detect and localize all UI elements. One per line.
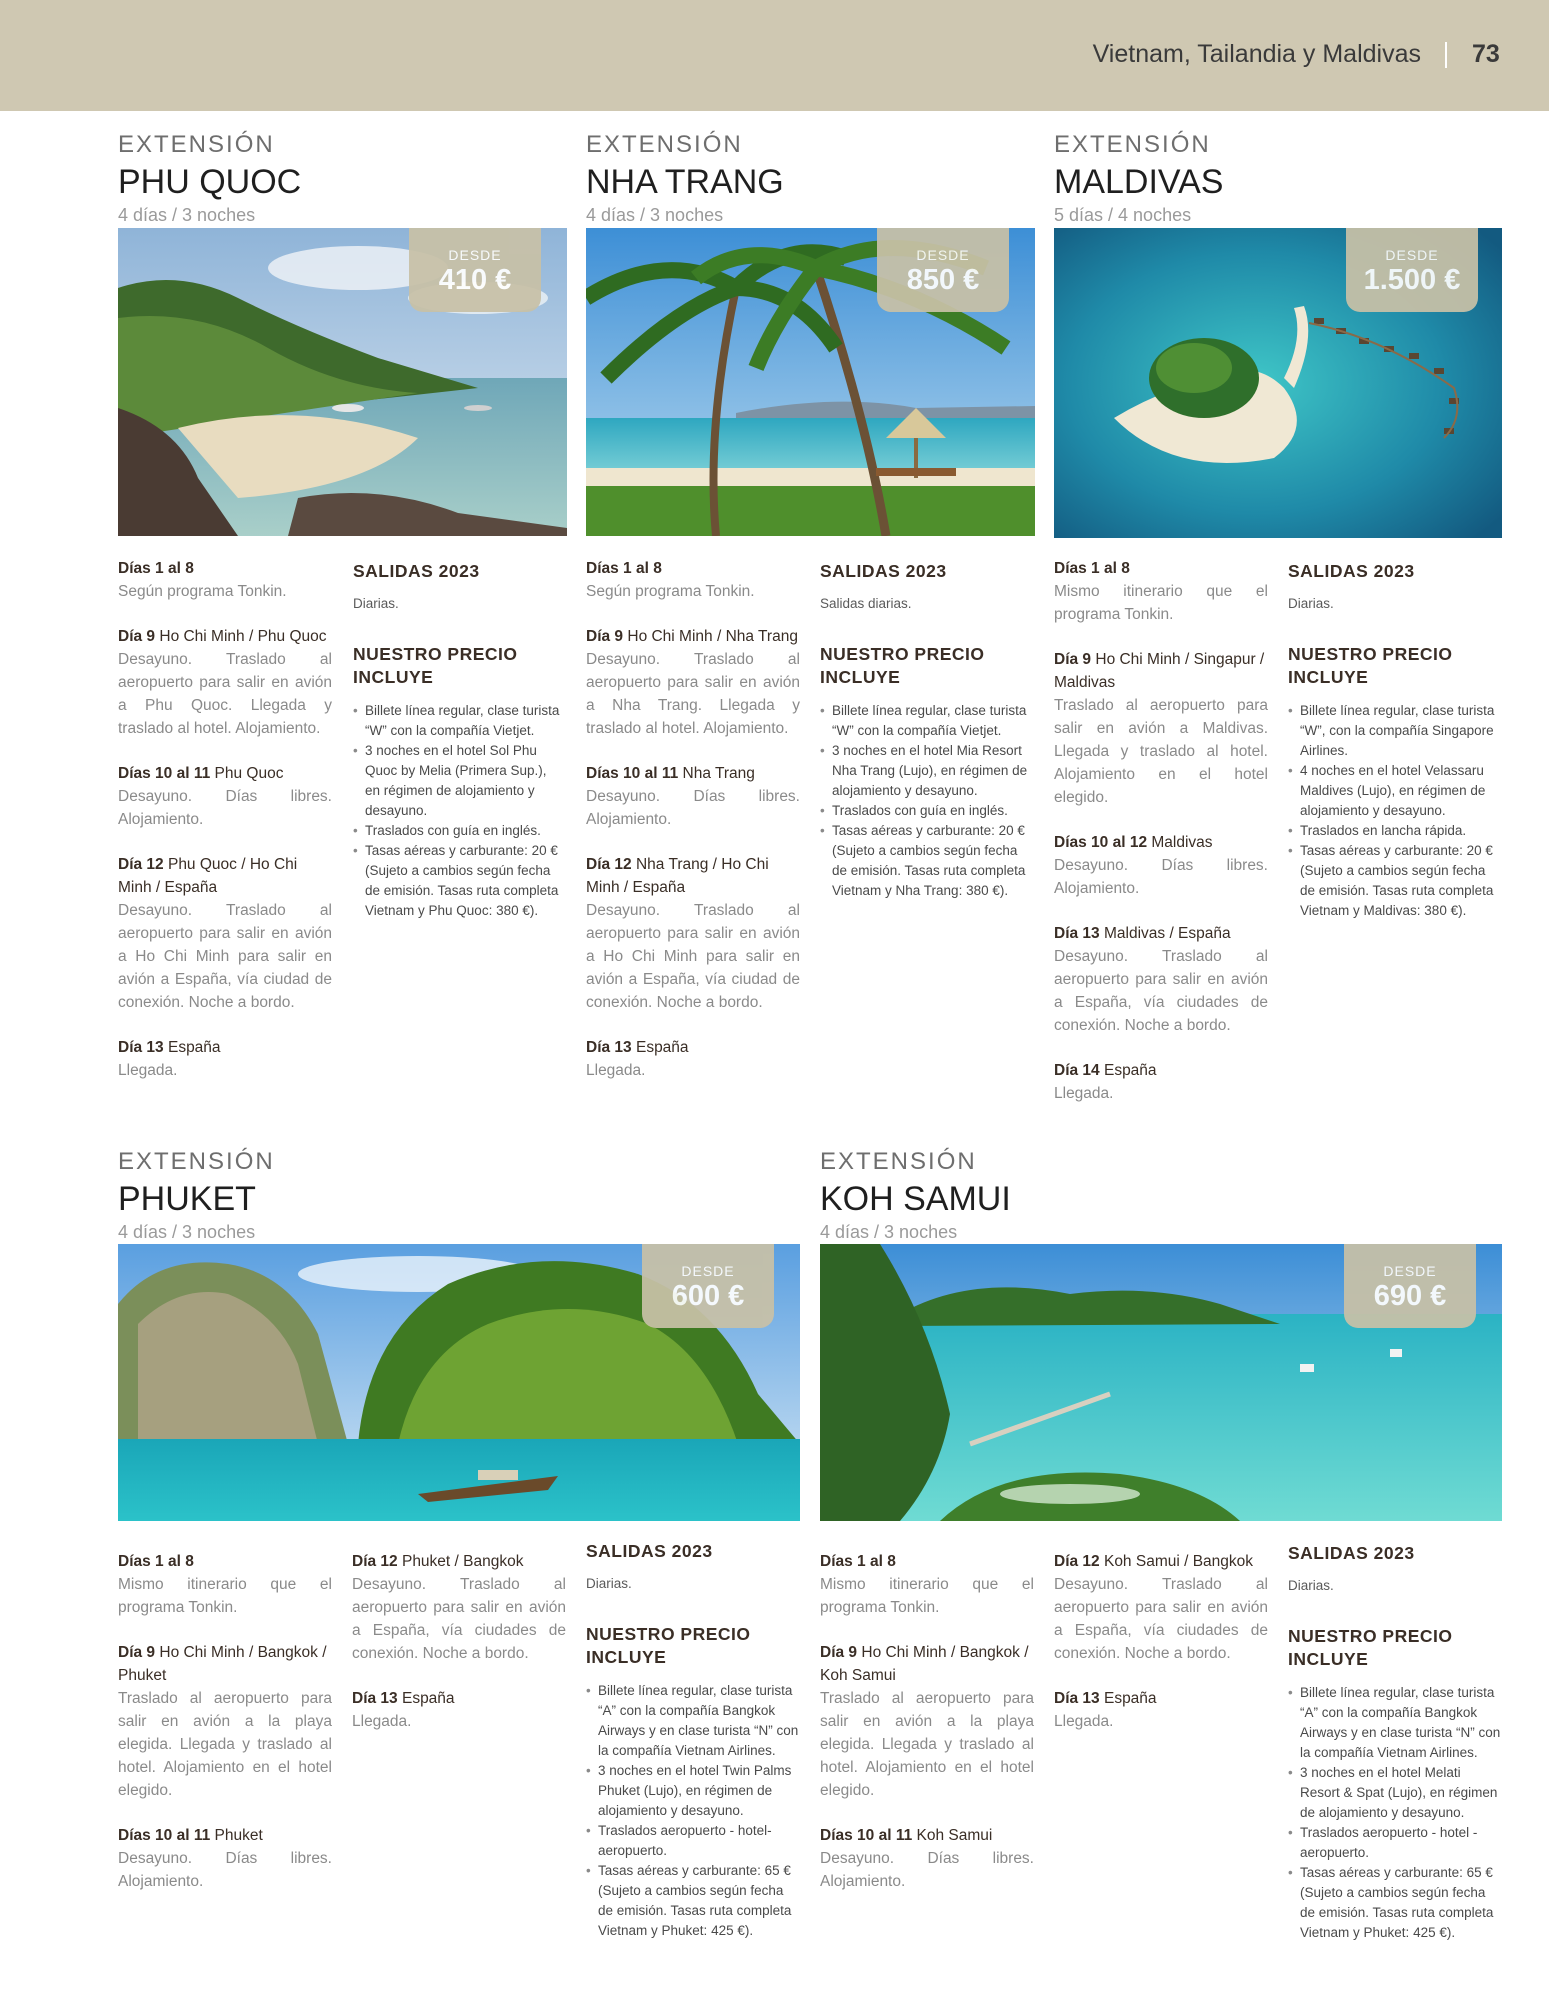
salidas-text: Diarias. [353, 596, 399, 611]
phuket-info [586, 1540, 800, 1941]
incluye-item: • Billete línea regular, clase turista “W” con la compañía Vietjet. [820, 701, 1032, 741]
incluye-item: • Tasas aéreas y carburante: 20 € (Sujeto a cambios según fecha de emisión. Tasas ruta completa Vietnam y Nha Trang: 380 €). [820, 821, 1032, 901]
price-amount: 410 € [438, 264, 512, 296]
day-heading [118, 557, 332, 580]
day-description: Desayuno. Traslado al aeropuerto para salir en avión a España, vía ciudades de conexión. Noche a bordo. [352, 1576, 566, 1662]
incluye-item: • 4 noches en el hotel Velassaru Maldives (Lujo), en régimen de alojamiento y desayuno. [1288, 761, 1502, 821]
day-heading [118, 1641, 332, 1687]
incluye-item: • 3 noches en el hotel Melati Resort & Spat (Lujo), en régimen de alojamiento y desayuno. [1288, 1763, 1502, 1823]
itinerary-day [118, 1824, 332, 1893]
incluye-item: • 3 noches en el hotel Mia Resort Nha Trang (Lujo), en régimen de alojamiento y desayuno. [820, 741, 1032, 801]
day-description: Desayuno. Días libres. Alojamiento. [1054, 857, 1268, 897]
day-heading [1054, 1550, 1268, 1573]
day-place: Koh Samui [912, 1827, 993, 1844]
day-place: España [631, 1039, 689, 1056]
kohsamui-itinerary-a [820, 1550, 1034, 1915]
incluye-list [1288, 1683, 1502, 1943]
page-number: 73 [1472, 40, 1500, 68]
price-desde-label: DESDE [681, 1263, 735, 1279]
day-description: Mismo itinerario que el programa Tonkin. [1054, 583, 1268, 623]
day-place: Koh Samui / Bangkok [1099, 1553, 1254, 1570]
day-description: Desayuno. Traslado al aeropuerto para salir en avión a Ho Chi Minh para salir en avión a España, vía ciudad de conexión. Noche a bordo. [118, 902, 332, 1011]
day-heading [586, 762, 800, 785]
day-heading [586, 1036, 800, 1059]
incluye-list [1288, 701, 1502, 921]
itinerary-day [820, 1641, 1034, 1802]
extension-title: NHA TRANG [586, 163, 784, 201]
day-number: Día 12 [1054, 1553, 1100, 1570]
extension-kicker: EXTENSIÓN [118, 131, 275, 158]
day-heading [586, 625, 800, 648]
itinerary-day [586, 557, 800, 603]
incluye-heading: NUESTRO PRECIO INCLUYE [1288, 644, 1453, 687]
day-heading [820, 1550, 1034, 1573]
price-desde-label: DESDE [448, 247, 502, 263]
day-number: Días 1 al 8 [118, 560, 194, 577]
day-heading [1054, 922, 1268, 945]
day-heading [586, 853, 800, 899]
section-title: Vietnam, Tailandia y Maldivas [1092, 40, 1421, 68]
incluye-item: • Tasas aéreas y carburante: 20 € (Sujeto a cambios según fecha de emisión. Tasas ruta completa Vietnam y Maldivas: 380 €). [1288, 841, 1502, 921]
incluye-item: • Tasas aéreas y carburante: 20 € (Sujeto a cambios según fecha de emisión. Tasas ruta completa Vietnam y Phu Quoc: 380 €). [353, 841, 563, 921]
price-desde-label: DESDE [1383, 1263, 1437, 1279]
page-header-bar [0, 0, 1549, 111]
incluye-heading: NUESTRO PRECIO INCLUYE [820, 644, 985, 687]
day-place: España [397, 1690, 455, 1707]
incluye-heading: NUESTRO PRECIO INCLUYE [1288, 1626, 1453, 1669]
itinerary-day [1054, 831, 1268, 900]
salidas-heading: SALIDAS 2023 [1288, 561, 1415, 581]
salidas-heading: SALIDAS 2023 [353, 561, 480, 581]
header-divider [1445, 42, 1447, 68]
day-place: Phu Quoc / Ho Chi Minh / España [118, 856, 298, 896]
day-number: Día 9 [586, 628, 624, 645]
incluye-item: • 3 noches en el hotel Sol Phu Quoc by Melia (Primera Sup.), en régimen de alojamiento y desayuno. [353, 741, 563, 821]
day-number: Día 13 [1054, 925, 1100, 942]
price-desde-label: DESDE [1385, 247, 1439, 263]
extension-kicker: EXTENSIÓN [586, 131, 743, 158]
itinerary-day [1054, 1550, 1268, 1665]
phuket-heading [118, 1147, 275, 1244]
itinerary-day [352, 1687, 566, 1733]
phuket-itinerary-a [118, 1550, 332, 1915]
day-description: Mismo itinerario que el programa Tonkin. [118, 1576, 332, 1616]
salidas-text: Diarias. [1288, 596, 1334, 611]
phuket-itinerary-b [352, 1550, 566, 1755]
day-number: Día 12 [118, 856, 164, 873]
maldivas-info [1288, 560, 1502, 921]
day-number: Días 10 al 11 [118, 1827, 211, 1844]
extension-duration: 4 días / 3 noches [118, 1222, 256, 1242]
day-heading [820, 1824, 1034, 1847]
itinerary-day [118, 1550, 332, 1619]
itinerary-day [118, 1641, 332, 1802]
kohsamui-itinerary-b [1054, 1550, 1268, 1755]
day-number: Día 12 [352, 1553, 398, 1570]
day-place: Maldivas [1147, 834, 1213, 851]
phuquoc-photo [118, 228, 567, 536]
incluye-item: • Billete línea regular, clase turista “W”, con la compañía Singapore Airlines. [1288, 701, 1502, 761]
price-badge [877, 228, 1009, 312]
day-heading [586, 557, 800, 580]
itinerary-day [820, 1824, 1034, 1893]
day-heading [1054, 557, 1268, 580]
extension-kicker: EXTENSIÓN [1054, 131, 1211, 158]
kohsamui-photo [820, 1244, 1502, 1521]
day-place: Maldivas / España [1099, 925, 1231, 942]
day-number: Día 13 [118, 1039, 164, 1056]
price-badge [409, 228, 541, 312]
day-heading [352, 1687, 566, 1710]
nhatrang-info [820, 560, 1032, 901]
day-description: Según programa Tonkin. [118, 583, 287, 600]
salidas-heading: SALIDAS 2023 [820, 561, 947, 581]
itinerary-day [1054, 648, 1268, 809]
incluye-item: • Billete línea regular, clase turista “A” con la compañía Bangkok Airways y en clase turista “N” con la compañía Vietnam Airlines. [1288, 1683, 1502, 1763]
day-description: Desayuno. Días libres. Alojamiento. [118, 1850, 332, 1890]
day-description: Desayuno. Traslado al aeropuerto para salir en avión a Ho Chi Minh para salir en avión a España, vía ciudad de conexión. Noche a bordo. [586, 902, 800, 1011]
price-amount: 600 € [671, 1280, 745, 1312]
itinerary-day [1054, 557, 1268, 626]
day-heading [118, 1550, 332, 1573]
day-place: Nha Trang / Ho Chi Minh / España [586, 856, 769, 896]
salidas-text: Diarias. [1288, 1578, 1334, 1593]
incluye-heading: NUESTRO PRECIO INCLUYE [353, 644, 518, 687]
day-number: Día 13 [1054, 1690, 1100, 1707]
day-place: Phuket / Bangkok [397, 1553, 524, 1570]
incluye-item: • Billete línea regular, clase turista “A” con la compañía Bangkok Airways y en clase turista “N” con la compañía Vietnam Airlines. [586, 1681, 800, 1761]
day-number: Días 1 al 8 [118, 1553, 194, 1570]
nhatrang-heading [586, 130, 784, 227]
incluye-item: • Tasas aéreas y carburante: 65 € (Sujeto a cambios según fecha de emisión. Tasas ruta completa Vietnam y Phuket: 425 €). [586, 1861, 800, 1941]
day-number: Día 9 [118, 628, 156, 645]
phuquoc-itinerary [118, 557, 332, 1104]
day-place: Ho Chi Minh / Nha Trang [623, 628, 798, 645]
extension-title: PHU QUOC [118, 163, 302, 201]
day-number: Días 10 al 11 [820, 1827, 913, 1844]
day-heading [118, 1036, 332, 1059]
day-description: Llegada. [1054, 1085, 1114, 1102]
incluye-item: • Billete línea regular, clase turista “W” con la compañía Vietjet. [353, 701, 563, 741]
day-description: Llegada. [352, 1713, 412, 1730]
day-heading [118, 1824, 332, 1847]
day-description: Llegada. [1054, 1713, 1114, 1730]
day-place: Nha Trang [678, 765, 755, 782]
day-place: Ho Chi Minh / Bangkok / Koh Samui [820, 1644, 1029, 1684]
day-heading [352, 1550, 566, 1573]
day-place: Ho Chi Minh / Bangkok / Phuket [118, 1644, 327, 1684]
day-description: Desayuno. Traslado al aeropuerto para salir en avión a España, vía ciudades de conexión. Noche a bordo. [1054, 948, 1268, 1034]
day-place: Phuket [210, 1827, 263, 1844]
itinerary-day [118, 1036, 332, 1082]
day-number: Día 12 [586, 856, 632, 873]
itinerary-day [1054, 1687, 1268, 1733]
salidas-heading: SALIDAS 2023 [1288, 1543, 1415, 1563]
day-heading [1054, 648, 1268, 694]
price-desde-label: DESDE [916, 247, 970, 263]
day-number: Día 13 [586, 1039, 632, 1056]
incluye-list [353, 701, 563, 921]
price-amount: 1.500 € [1363, 264, 1461, 296]
extension-duration: 4 días / 3 noches [586, 205, 724, 225]
day-number: Días 10 al 11 [586, 765, 679, 782]
day-description: Traslado al aeropuerto para salir en avión a la playa elegida. Llegada y traslado al hotel. Alojamiento en el hotel elegido. [118, 1690, 332, 1799]
incluye-heading: NUESTRO PRECIO INCLUYE [586, 1624, 751, 1667]
day-description: Según programa Tonkin. [586, 583, 755, 600]
itinerary-day [118, 625, 332, 740]
extension-title: MALDIVAS [1054, 163, 1224, 201]
itinerary-day [1054, 922, 1268, 1037]
extension-duration: 5 días / 4 noches [1054, 205, 1192, 225]
itinerary-day [586, 762, 800, 831]
price-amount: 850 € [906, 264, 980, 296]
maldivas-heading [1054, 130, 1223, 227]
incluye-item: • Traslados en lancha rápida. [1288, 821, 1502, 841]
nhatrang-itinerary [586, 557, 800, 1104]
itinerary-day [586, 853, 800, 1014]
day-heading [820, 1641, 1034, 1687]
incluye-list [586, 1681, 800, 1941]
incluye-item: • Tasas aéreas y carburante: 65 € (Sujeto a cambios según fecha de emisión. Tasas ruta completa Vietnam y Phuket: 425 €). [1288, 1863, 1502, 1943]
day-number: Días 1 al 8 [820, 1553, 896, 1570]
extension-duration: 4 días / 3 noches [118, 205, 256, 225]
day-heading [1054, 1059, 1268, 1082]
incluye-item: • Traslados con guía en inglés. [820, 801, 1032, 821]
price-badge [1346, 228, 1478, 312]
itinerary-day [1054, 1059, 1268, 1105]
maldivas-itinerary [1054, 557, 1268, 1127]
itinerary-day [820, 1550, 1034, 1619]
day-heading [118, 625, 332, 648]
extension-duration: 4 días / 3 noches [820, 1222, 958, 1242]
day-place: España [163, 1039, 221, 1056]
kohsamui-info [1288, 1542, 1502, 1943]
day-description: Llegada. [118, 1062, 178, 1079]
day-place: Phu Quoc [210, 765, 284, 782]
day-description: Desayuno. Días libres. Alojamiento. [118, 788, 332, 828]
day-number: Día 9 [820, 1644, 858, 1661]
kohsamui-heading [820, 1147, 1011, 1244]
day-heading [118, 762, 332, 785]
day-description: Mismo itinerario que el programa Tonkin. [820, 1576, 1034, 1616]
day-place: España [1099, 1690, 1157, 1707]
incluye-list [820, 701, 1032, 901]
day-number: Días 10 al 12 [1054, 834, 1148, 851]
day-number: Día 9 [1054, 651, 1092, 668]
day-place: Ho Chi Minh / Phu Quoc [155, 628, 327, 645]
maldivas-photo [1054, 228, 1502, 538]
day-heading [118, 853, 332, 899]
day-description: Desayuno. Traslado al aeropuerto para salir en avión a Phu Quoc. Llegada y traslado al hotel. Alojamiento. [118, 651, 332, 737]
incluye-item: • Traslados con guía en inglés. [353, 821, 563, 841]
extension-title: KOH SAMUI [820, 1180, 1011, 1218]
salidas-heading: SALIDAS 2023 [586, 1541, 713, 1561]
day-heading [1054, 831, 1268, 854]
price-badge [1344, 1244, 1476, 1328]
price-amount: 690 € [1373, 1280, 1447, 1312]
itinerary-day [118, 557, 332, 603]
nhatrang-photo [586, 228, 1035, 536]
day-description: Desayuno. Días libres. Alojamiento. [586, 788, 800, 828]
extension-title: PHUKET [118, 1180, 256, 1218]
extension-kicker: EXTENSIÓN [118, 1148, 275, 1175]
day-description: Traslado al aeropuerto para salir en avión a Maldivas. Llegada y traslado al hotel. Alojamiento en el hotel elegido. [1054, 697, 1268, 806]
day-number: Días 10 al 11 [118, 765, 211, 782]
itinerary-day [586, 1036, 800, 1082]
salidas-text: Salidas diarias. [820, 596, 912, 611]
day-number: Día 9 [118, 1644, 156, 1661]
phuquoc-info [353, 560, 563, 921]
incluye-item: • 3 noches en el hotel Twin Palms Phuket (Lujo), en régimen de alojamiento y desayuno. [586, 1761, 800, 1821]
day-description: Desayuno. Traslado al aeropuerto para salir en avión a Nha Trang. Llegada y traslado al hotel. Alojamiento. [586, 651, 800, 737]
salidas-text: Diarias. [586, 1576, 632, 1591]
day-description: Traslado al aeropuerto para salir en avión a la playa elegida. Llegada y traslado al hotel. Alojamiento en el hotel elegido. [820, 1690, 1034, 1799]
day-number: Día 14 [1054, 1062, 1100, 1079]
extension-kicker: EXTENSIÓN [820, 1148, 977, 1175]
itinerary-day [352, 1550, 566, 1665]
phuket-photo [118, 1244, 800, 1521]
day-number: Días 1 al 8 [586, 560, 662, 577]
price-badge [642, 1244, 774, 1328]
incluye-item: • Traslados aeropuerto - hotel - aeropuerto. [1288, 1823, 1502, 1863]
incluye-item: • Traslados aeropuerto - hotel-aeropuerto. [586, 1821, 800, 1861]
itinerary-day [118, 853, 332, 1014]
day-description: Desayuno. Días libres. Alojamiento. [820, 1850, 1034, 1890]
day-place: España [1099, 1062, 1157, 1079]
itinerary-day [118, 762, 332, 831]
day-heading [1054, 1687, 1268, 1710]
day-description: Desayuno. Traslado al aeropuerto para salir en avión a España, vía ciudades de conexión. Noche a bordo. [1054, 1576, 1268, 1662]
day-description: Llegada. [586, 1062, 646, 1079]
day-number: Día 13 [352, 1690, 398, 1707]
day-number: Días 1 al 8 [1054, 560, 1130, 577]
phuquoc-heading [118, 130, 301, 227]
day-place: Ho Chi Minh / Singapur / Maldivas [1054, 651, 1265, 691]
itinerary-day [586, 625, 800, 740]
